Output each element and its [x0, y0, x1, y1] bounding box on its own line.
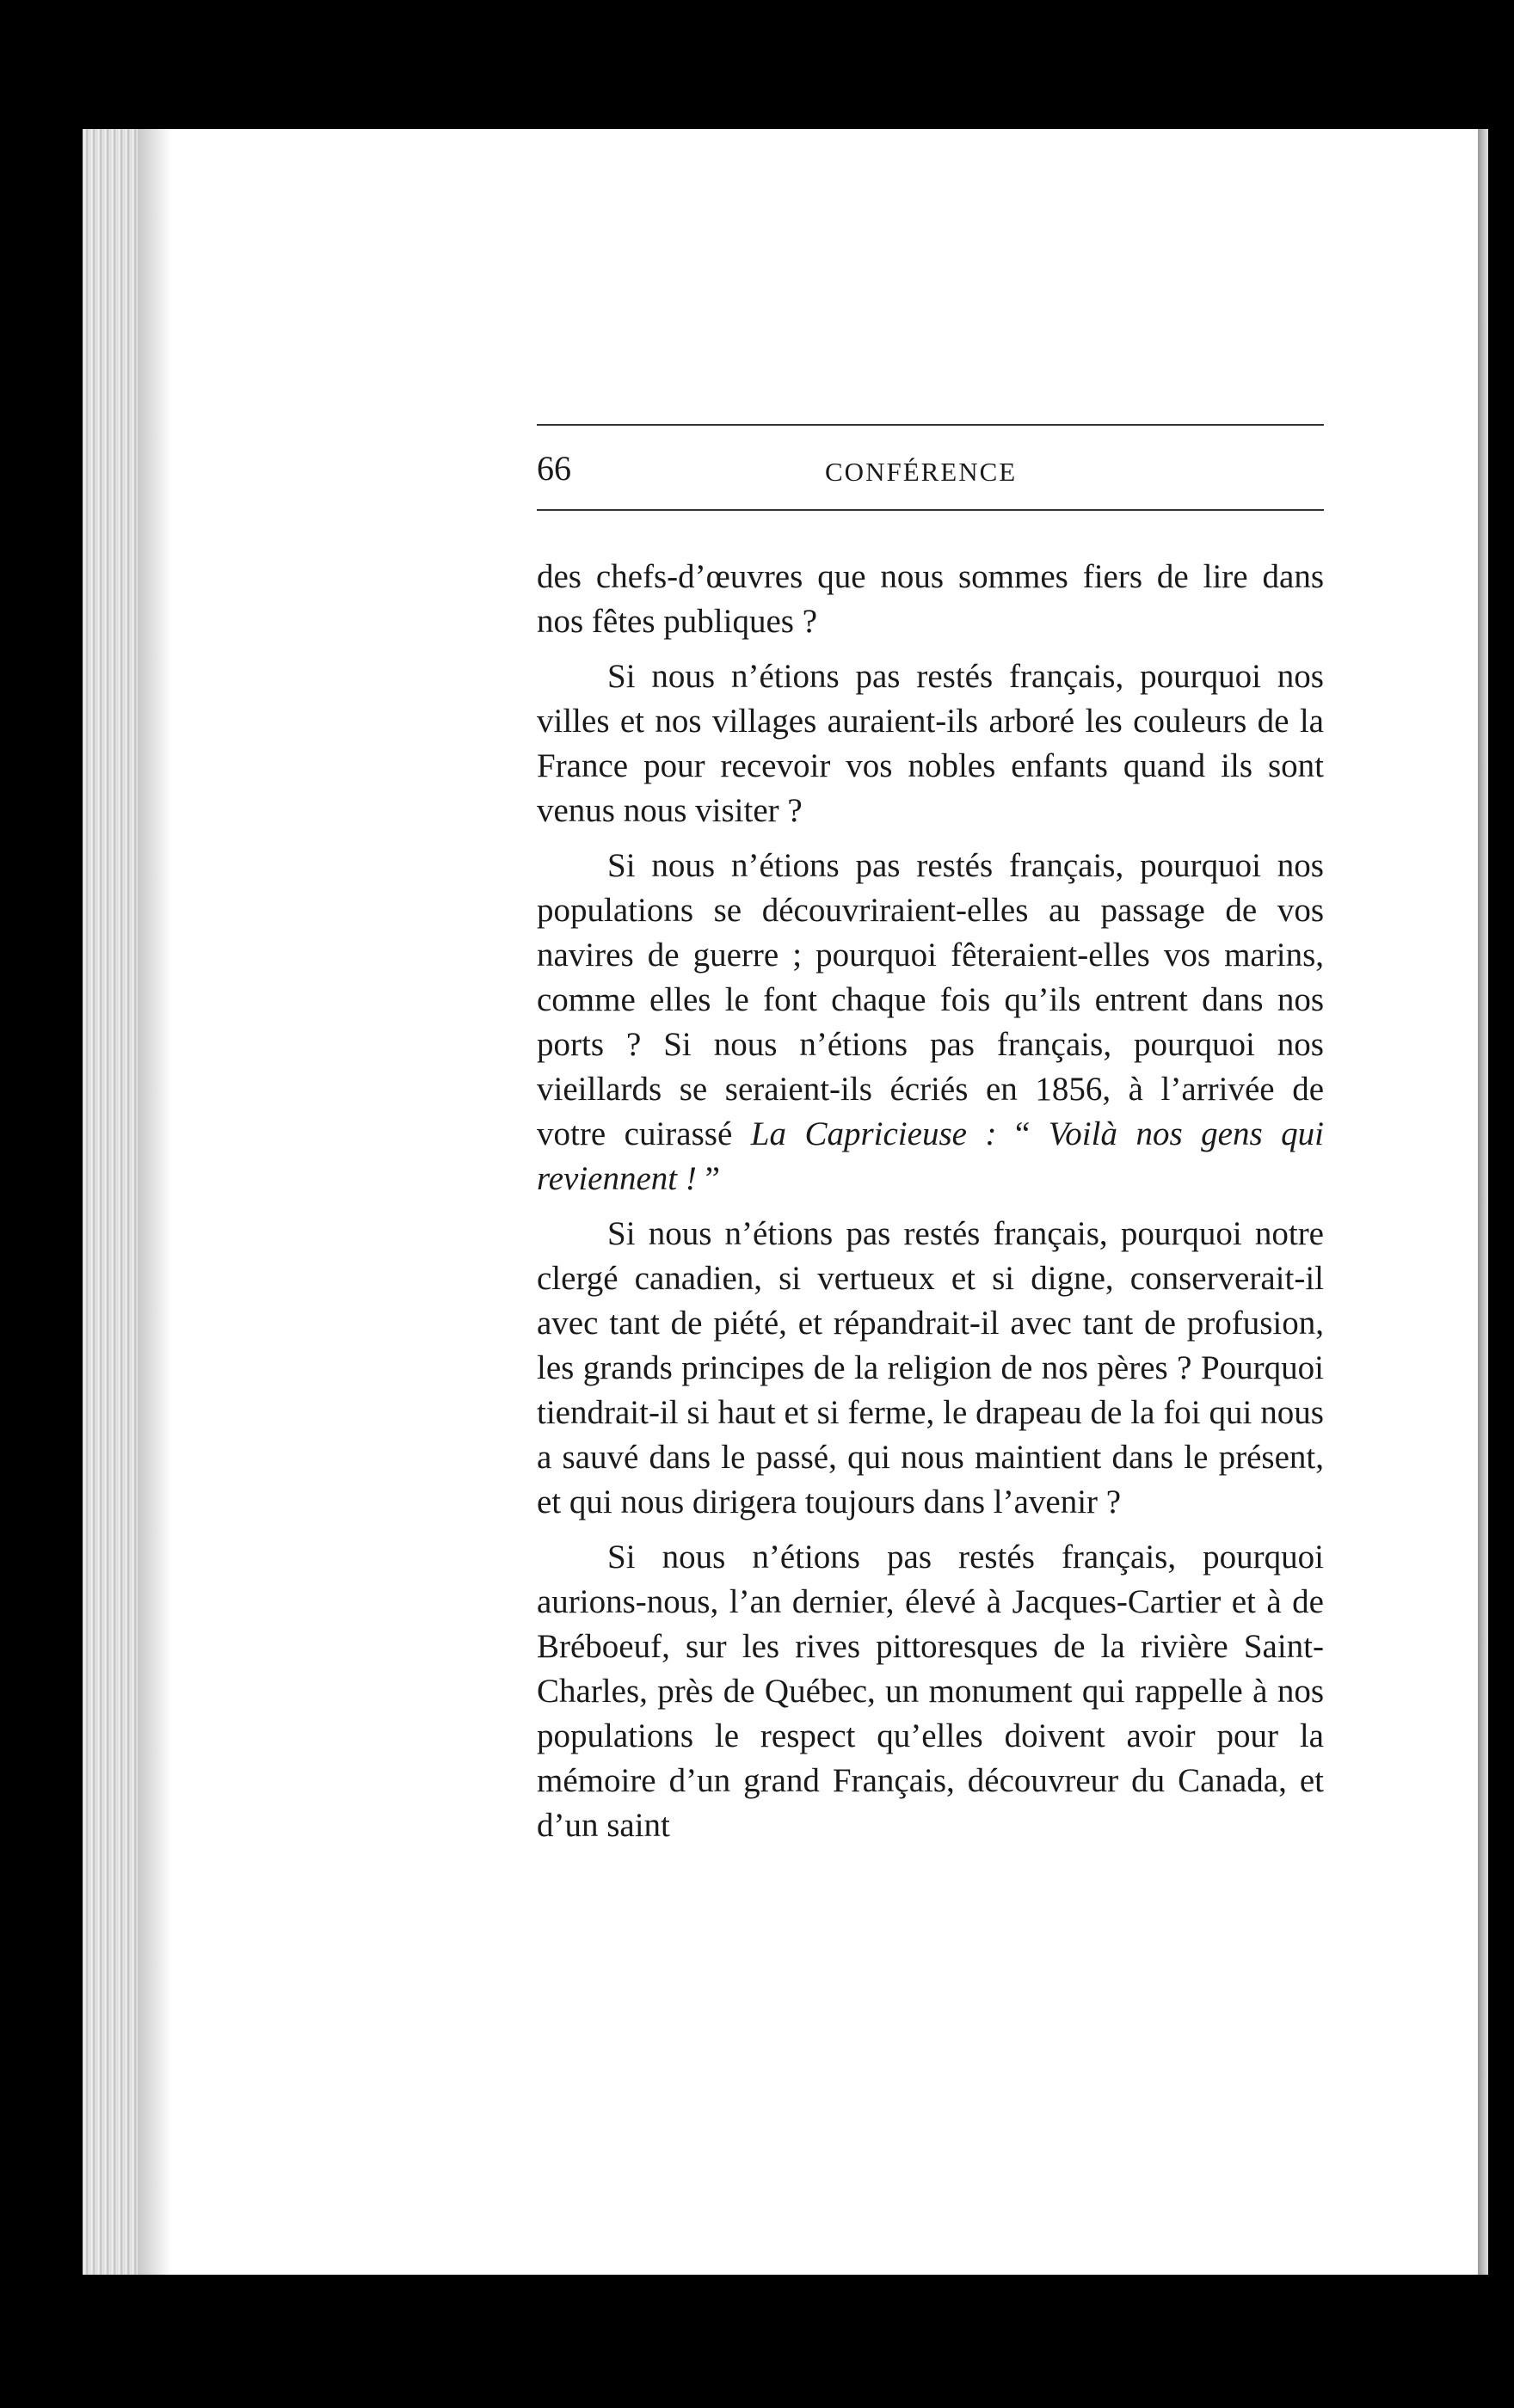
paragraph-1: des chefs-d’œuvres que nous sommes fiers de lire dans nos fêtes publiques ? — [537, 558, 1324, 640]
header-rule-bottom — [537, 509, 1324, 511]
paragraph-5: Si nous n’étions pas restés français, pourquoi aurions-nous, l’an dernier, élevé à Jacques-Cartier et à de Bréboeuf, sur les rives pittoresques de la rivière Saint-Charles, près de Québec, un monument qui rappelle à nos populations le respect qu’elles doivent avoir pour la mémoire d’un grand Français, découvreur du Canada, et d’un saint — [537, 1539, 1324, 1844]
paragraph-4: Si nous n’étions pas restés français, pourquoi notre clergé canadien, si vertueux et si digne, conserverait-il avec tant de piété, et répandrait-il avec tant de profusion, les grands principes de la religion de nos pères ? Pourquoi tiendrait-il si haut et si ferme, le drapeau de la foi qui nous a sauvé dans le passé, qui nous maintient dans le présent, et qui nous dirigera toujours dans l’avenir ? — [537, 1215, 1324, 1520]
paragraph-3-text: Si nous n’étions pas restés français, pourquoi nos populations se découvriraient-elles au passage de vos navires de guerre ; pourquoi fêteraient-elles vos marins, comme elles le font chaque fois qu’ils entrent dans nos ports ? Si nous n’étions pas français, pourquoi nos vieillards se seraient-ils écriés en 1856, à l’arrivée de votre cuirassé — [537, 847, 1324, 1152]
header-rule-top — [537, 424, 1324, 426]
gutter-shadow — [138, 129, 172, 2275]
open-quote-mark: “ — [996, 1115, 1049, 1152]
close-quote-mark: ” — [696, 1160, 720, 1197]
paragraph-3 — [537, 844, 1324, 1201]
right-page-edge — [1478, 129, 1488, 2275]
paragraph-2: Si nous n’étions pas restés français, pourquoi nos villes et nos villages auraient-ils arboré les couleurs de la France pour recevoir vos nobles enfants quand ils sont venus nous visiter ? — [537, 658, 1324, 829]
running-header — [537, 443, 1324, 494]
page-number: 66 — [537, 449, 571, 488]
ship-name: La Capricieuse : — [750, 1115, 997, 1152]
running-title: CONFÉRENCE — [825, 457, 1018, 487]
quotation: Voilà nos gens qui reviennent ! — [537, 1115, 1324, 1197]
body-text — [537, 555, 1324, 1858]
